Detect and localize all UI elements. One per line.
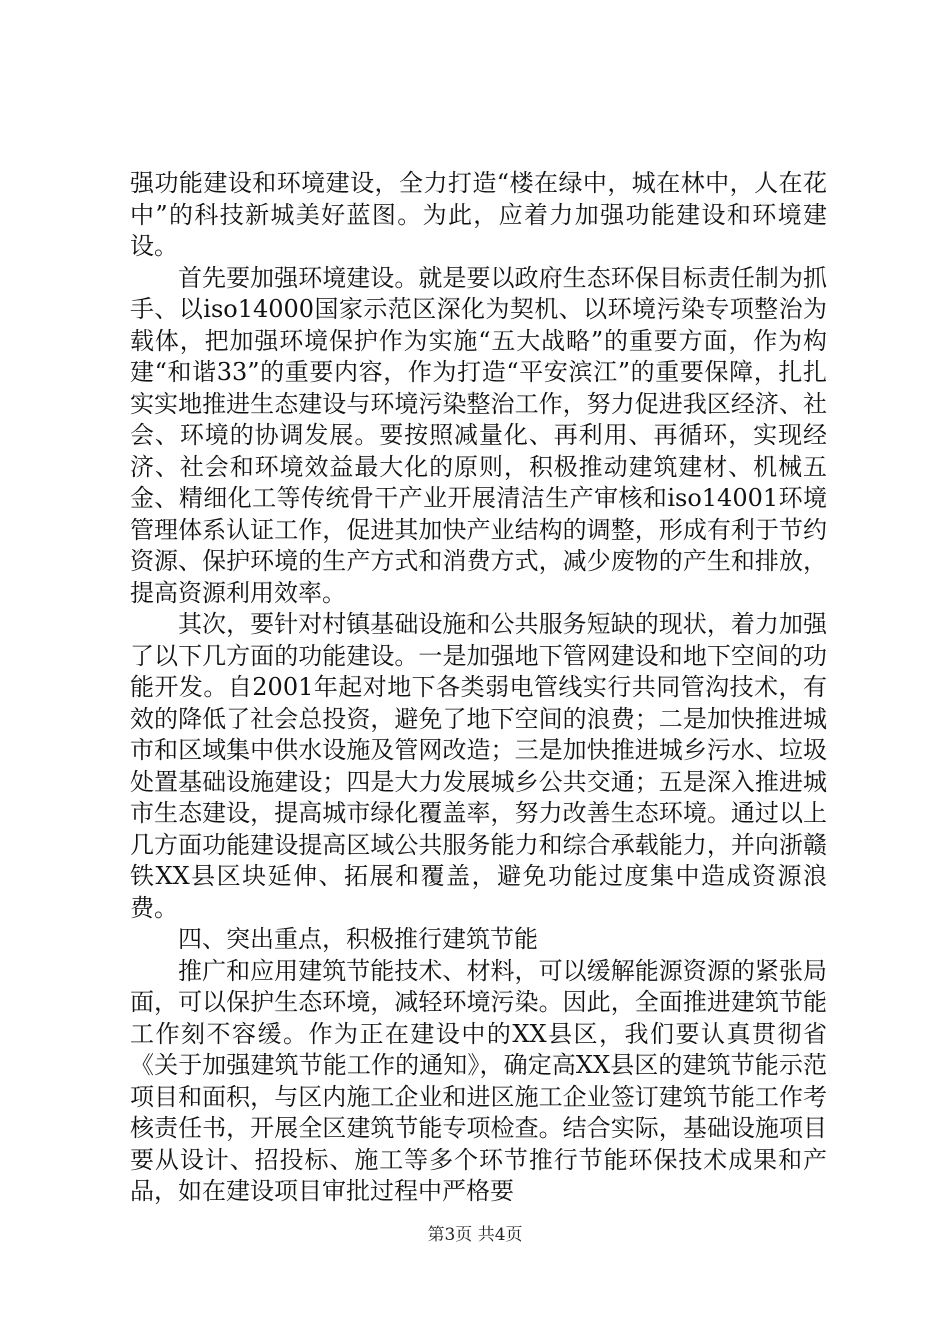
paragraph-infrastructure: 其次，要针对村镇基础设施和公共服务短缺的现状，着力加强了以下几方面的功能建设。一是加强地下管网建设和地下空间的功能开发。自2001年起对地下各类弱电管线实行共同管沟技术，有效的降低了社会总投资，避免了地下空间的浪费；二是加快推进城市和区域集中供水设施及管网改造；三是加快推进城乡污水、垃圾处置基础设施建设；四是大力发展城乡公共交通；五是深入推进城市生态建设，提高城市绿化覆盖率，努力改善生态环境。通过以上几方面功能建设提高区域公共服务能力和综合承载能力，并向浙赣铁XX县区块延伸、拓展和覆盖，避免功能过度集中造成资源浪费。 — [130, 610, 827, 922]
paragraph-continuation: 强功能建设和环境建设，全力打造“楼在绿中，城在林中，人在花中”的科技新城美好蓝图。为此，应着力加强功能建设和环境建设。 — [130, 169, 827, 260]
paragraph-environment: 首先要加强环境建设。就是要以政府生态环保目标责任制为抓手、以iso14000国家示范区深化为契机、以环境污染专项整治为载体，把加强环境保护作为实施“五大战略”的重要方面，作为构建“和谐33”的重要内容，作为打造“平安滨江”的重要保障，扎扎实实地推进生态建设与环境污染整治工作，努力促进我区经济、社会、环境的协调发展。要按照减量化、再利用、再循环，实现经济、社会和环境效益最大化的原则，积极推动建筑建材、机械五金、精细化工等传统骨干产业开展清洁生产审核和iso14001环境管理体系认证工作，促进其加快产业结构的调整，形成有利于节约资源、保护环境的生产方式和消费方式，减少废物的产生和排放，提高资源利用效率。 — [130, 263, 827, 607]
document-body — [130, 168, 827, 1208]
paragraph-building-energy: 推广和应用建筑节能技术、材料，可以缓解能源资源的紧张局面，可以保护生态环境，减轻环境污染。因此，全面推进建筑节能工作刻不容缓。作为正在建设中的XX县区，我们要认真贯彻省《关于加强建筑节能工作的通知》，确定高XX县区的建筑节能示范项目和面积，与区内施工企业和进区施工企业签订建筑节能工作考核责任书，开展全区建筑节能专项检查。结合实际，基础设施项目要从设计、招投标、施工等多个环节推行节能环保技术成果和产品，如在建设项目审批过程中严格要 — [130, 956, 827, 1205]
section-heading: 四、突出重点，积极推行建筑节能 — [178, 925, 538, 953]
page-footer: 第3页 共4页 — [427, 1225, 523, 1245]
